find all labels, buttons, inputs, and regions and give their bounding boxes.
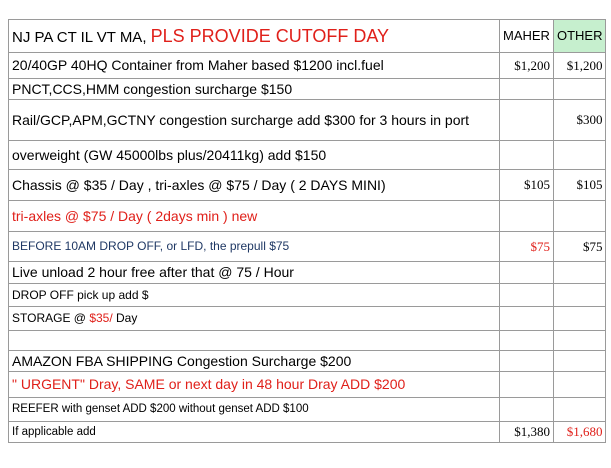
row-other-price <box>553 307 606 331</box>
table-row <box>9 307 606 331</box>
row-other-price <box>553 398 606 422</box>
row-description <box>9 331 500 351</box>
row-maher-price <box>500 79 554 100</box>
row-maher-price: $1,200 <box>500 53 554 79</box>
table-row <box>9 170 606 201</box>
rate-table <box>8 19 606 443</box>
row-maher-price: $75 <box>500 232 554 262</box>
storage-prefix: STORAGE @ <box>12 311 90 326</box>
table-row <box>9 141 606 170</box>
row-maher-price <box>500 398 554 422</box>
other-column-header: OTHER <box>553 20 606 53</box>
row-maher-price <box>500 284 554 307</box>
row-maher-price <box>500 331 554 351</box>
row-other-price <box>553 262 606 284</box>
row-other-price: $75 <box>553 232 606 262</box>
row-maher-price <box>500 100 554 141</box>
row-other-price <box>553 351 606 372</box>
row-other-price: $1,200 <box>553 53 606 79</box>
table-row <box>9 372 606 398</box>
table-row <box>9 79 606 100</box>
storage-suffix: Day <box>112 311 138 326</box>
table-row <box>9 262 606 284</box>
row-description: overweight (GW 45000lbs plus/20411kg) add $150 <box>9 141 500 170</box>
row-other-price <box>553 372 606 398</box>
header-title-cell <box>9 20 500 53</box>
row-description: AMAZON FBA SHIPPING Congestion Surcharge $200 <box>9 351 500 372</box>
total-maher-price: $1,380 <box>500 422 554 443</box>
row-other-price <box>553 284 606 307</box>
table-row <box>9 398 606 422</box>
cutoff-note: PLS PROVIDE CUTOFF DAY <box>150 25 390 46</box>
table-row <box>9 284 606 307</box>
maher-column-header: MAHER <box>500 20 554 53</box>
row-maher-price <box>500 141 554 170</box>
table-row <box>9 331 606 351</box>
states-label: NJ PA CT IL VT MA, <box>12 28 147 46</box>
row-description: PNCT,CCS,HMM congestion surcharge $150 <box>9 79 500 100</box>
table-row <box>9 351 606 372</box>
row-maher-price <box>500 307 554 331</box>
total-row <box>9 422 606 443</box>
row-description <box>9 307 500 331</box>
table-row <box>9 100 606 141</box>
row-description: Chassis @ $35 / Day , tri-axles @ $75 / Day ( 2 DAYS MINI) <box>9 170 500 201</box>
row-maher-price <box>500 351 554 372</box>
table-row <box>9 232 606 262</box>
row-other-price <box>553 141 606 170</box>
row-other-price <box>553 331 606 351</box>
row-other-price <box>553 79 606 100</box>
row-other-price: $300 <box>553 100 606 141</box>
row-description: If applicable add <box>9 422 500 443</box>
total-other-price: $1,680 <box>553 422 606 443</box>
row-maher-price: $105 <box>500 170 554 201</box>
table-row <box>9 53 606 79</box>
row-other-price: $105 <box>553 170 606 201</box>
row-description: REEFER with genset ADD $200 without genset ADD $100 <box>9 398 500 422</box>
row-other-price <box>553 201 606 232</box>
table-row <box>9 201 606 232</box>
row-description: DROP OFF pick up add $ <box>9 284 500 307</box>
row-maher-price <box>500 372 554 398</box>
row-description: tri-axles @ $75 / Day ( 2days min ) new <box>9 201 500 232</box>
row-maher-price <box>500 262 554 284</box>
row-description: " URGENT" Dray, SAME or next day in 48 hour Dray ADD $200 <box>9 372 500 398</box>
row-description: Live unload 2 hour free after that @ 75 / Hour <box>9 262 500 284</box>
storage-rate: $35/ <box>89 311 113 326</box>
row-description: Rail/GCP,APM,GCTNY congestion surcharge add $300 for 3 hours in port <box>9 100 500 141</box>
row-description: BEFORE 10AM DROP OFF, or LFD, the prepull $75 <box>9 232 500 262</box>
header-row <box>9 20 606 53</box>
row-maher-price <box>500 201 554 232</box>
row-description: 20/40GP 40HQ Container from Maher based $1200 incl.fuel <box>9 53 500 79</box>
